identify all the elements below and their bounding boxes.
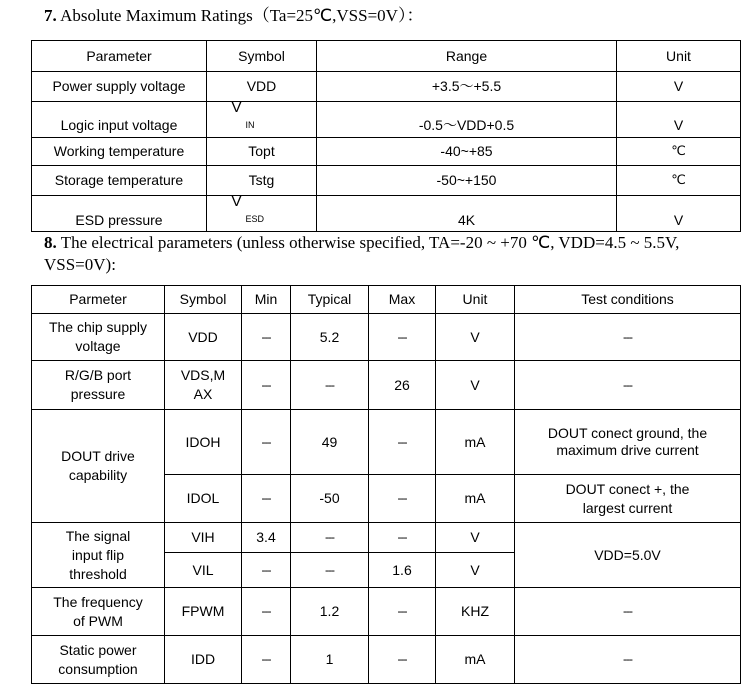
symbol-cell: VIH <box>165 523 242 553</box>
range-cell: 4K <box>317 196 617 232</box>
min-cell: --- <box>242 314 291 361</box>
symbol-cell: VDS,MAX <box>165 361 242 410</box>
column-header: Parameter <box>32 41 207 72</box>
electrical-parameters-table <box>31 285 741 684</box>
table-header-row <box>32 286 741 314</box>
typical-cell: --- <box>291 553 369 588</box>
unit-cell: V <box>436 361 515 410</box>
max-cell: --- <box>369 410 436 475</box>
min-cell: --- <box>242 361 291 410</box>
min-cell: --- <box>242 588 291 636</box>
unit-cell: mA <box>436 410 515 475</box>
conditions-cell: --- <box>515 588 741 636</box>
max-cell: 26 <box>369 361 436 410</box>
table-row <box>32 361 741 410</box>
typical-cell: --- <box>291 361 369 410</box>
unit-cell: V <box>436 523 515 553</box>
parameter-cell: The frequency of PWM <box>32 588 165 636</box>
parameter-cell: Storage temperature <box>32 166 207 196</box>
typical-cell: 1.2 <box>291 588 369 636</box>
unit-cell: ℃ <box>617 138 741 166</box>
unit-cell: mA <box>436 636 515 684</box>
symbol-cell <box>207 99 317 138</box>
symbol-main: V <box>231 99 242 116</box>
table-row <box>32 138 741 166</box>
conditions-cell: --- <box>515 314 741 361</box>
symbol-subscript: ESD <box>245 214 265 224</box>
unit-cell: V <box>436 314 515 361</box>
table-row <box>32 72 741 102</box>
table-row <box>32 410 741 475</box>
table-header-row <box>32 41 741 72</box>
max-cell: --- <box>369 475 436 523</box>
unit-cell: ℃ <box>617 166 741 196</box>
parameter-cell: ESD pressure <box>32 196 207 232</box>
table-row <box>32 196 741 232</box>
section-7-number: 7. <box>44 6 57 25</box>
parameter-cell: Static power consumption <box>32 636 165 684</box>
table-row <box>32 523 741 553</box>
typical-cell: 5.2 <box>291 314 369 361</box>
absolute-max-ratings-table <box>31 40 741 232</box>
symbol-cell: VDD <box>165 314 242 361</box>
section-8-number: 8. <box>44 233 57 252</box>
unit-cell: KHZ <box>436 588 515 636</box>
table-row <box>32 588 741 636</box>
conditions-cell: --- <box>515 636 741 684</box>
column-header: Unit <box>617 41 741 72</box>
typical-cell: --- <box>291 523 369 553</box>
symbol-cell: IDOL <box>165 475 242 523</box>
section-8-title: The electrical parameters (unless otherwise specified, TA=-20 ~ +70 ℃, VDD=4.5 ~ 5.5V, VSS=0V): <box>44 233 680 274</box>
min-cell: --- <box>242 553 291 588</box>
table-row <box>32 314 741 361</box>
typical-cell: 49 <box>291 410 369 475</box>
min-cell: --- <box>242 636 291 684</box>
table-row <box>32 636 741 684</box>
table-row <box>32 102 741 138</box>
min-cell: 3.4 <box>242 523 291 553</box>
range-cell: -40~+85 <box>317 138 617 166</box>
table-row <box>32 166 741 196</box>
unit-cell: V <box>436 553 515 588</box>
max-cell: --- <box>369 588 436 636</box>
parameter-cell: The chip supply voltage <box>32 314 165 361</box>
unit-cell: V <box>617 196 741 232</box>
symbol-cell: Tstg <box>207 166 317 196</box>
symbol-cell: Topt <box>207 138 317 166</box>
range-cell: +3.5～+5.5 <box>317 72 617 102</box>
conditions-cell: VDD=5.0V <box>515 523 741 588</box>
symbol-subscript: IN <box>245 120 255 130</box>
parameter-cell: Power supply voltage <box>32 72 207 102</box>
typical-cell: 1 <box>291 636 369 684</box>
min-cell: --- <box>242 475 291 523</box>
column-header: Symbol <box>165 286 242 314</box>
range-cell: -50~+150 <box>317 166 617 196</box>
column-header: Min <box>242 286 291 314</box>
symbol-cell: IDOH <box>165 410 242 475</box>
column-header: Unit <box>436 286 515 314</box>
symbol-cell: FPWM <box>165 588 242 636</box>
parameter-cell: DOUT drive capability <box>32 410 165 523</box>
unit-cell: mA <box>436 475 515 523</box>
column-header: Test conditions <box>515 286 741 314</box>
conditions-cell: --- <box>515 361 741 410</box>
column-header: Range <box>317 41 617 72</box>
conditions-cell: DOUT conect +, the largest current <box>515 475 741 523</box>
unit-cell: V <box>617 72 741 102</box>
symbol-cell: VIL <box>165 553 242 588</box>
range-cell: -0.5～VDD+0.5 <box>317 102 617 138</box>
parameter-cell: The signal input flip threshold <box>32 523 165 588</box>
max-cell: --- <box>369 314 436 361</box>
typical-cell: -50 <box>291 475 369 523</box>
section-7-title: Absolute Maximum Ratings（Ta=25℃,VSS=0V）： <box>60 6 424 25</box>
parameter-cell: Logic input voltage <box>32 102 207 138</box>
column-header: Symbol <box>207 41 317 72</box>
max-cell: --- <box>369 636 436 684</box>
symbol-cell: VDD <box>207 72 317 102</box>
parameter-cell: R/G/B port pressure <box>32 361 165 410</box>
symbol-cell: IDD <box>165 636 242 684</box>
section-7-heading <box>44 5 423 27</box>
column-header: Parmeter <box>32 286 165 314</box>
conditions-cell: DOUT conect ground, the maximum drive current <box>515 410 741 475</box>
symbol-cell <box>207 193 317 232</box>
column-header: Typical <box>291 286 369 314</box>
max-cell: 1.6 <box>369 553 436 588</box>
min-cell: --- <box>242 410 291 475</box>
symbol-main: V <box>231 193 242 210</box>
max-cell: --- <box>369 523 436 553</box>
parameter-cell: Working temperature <box>32 138 207 166</box>
column-header: Max <box>369 286 436 314</box>
section-8-heading <box>44 232 724 276</box>
unit-cell: V <box>617 102 741 138</box>
